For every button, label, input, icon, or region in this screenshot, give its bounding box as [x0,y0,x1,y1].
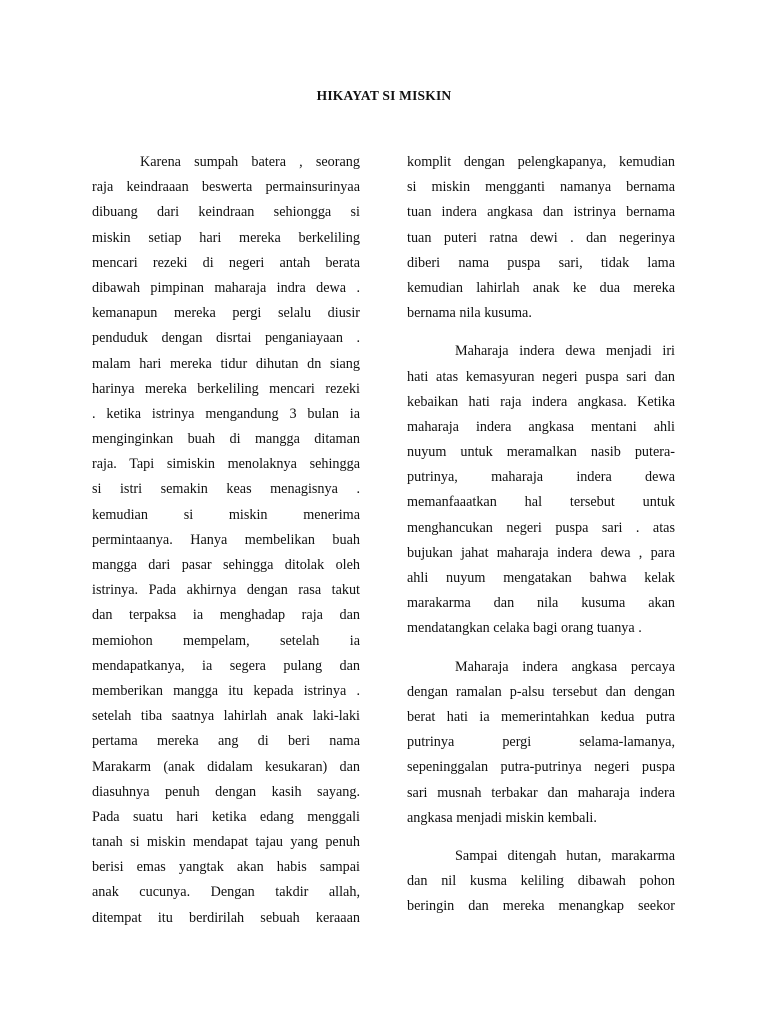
text-line: kebaikan hati raja indera angkasa. Ketika [407,393,675,410]
text-line: dengan ramalan p-alsu tersebut dan dengan [407,683,675,700]
text-line: mendapatkanya, ia segera pulang dan [92,657,360,674]
text-line: Karena sumpah batera , seorang [140,154,360,170]
text-line: menghancukan negeri puspa sari . atas [407,519,675,536]
text-line: kemudian si miskin menerima [92,506,360,523]
text-line: menginginkan buah di mangga ditaman [92,431,360,448]
text-line: kemudian lahirlah anak ke dua mereka [407,279,675,296]
text-line: permintaanya. Hanya membelikan buah [92,531,360,548]
text-line: . ketika istrinya mengandung 3 bulan ia [92,405,360,422]
text-line: raja. Tapi simiskin menolaknya sehingga [92,456,360,473]
text-line: tanah si miskin mendapat tajau yang penuh [92,834,360,851]
text-line: bujukan jahat maharaja indera dewa , para [407,544,675,561]
text-line: memiohon mempelam, setelah ia [92,632,360,649]
text-line: diberi nama puspa sari, tidak lama [407,254,675,271]
text-line: mangga dari pasar sehingga ditolak oleh [92,557,360,573]
right-column [407,150,675,919]
text-line: sepeninggalan putra-putrinya negeri puspa [407,759,675,776]
text-line: diasuhnya penuh dengan kasih sayang. [92,783,360,800]
text-line: Marakarm (anak didalam kesukaran) dan [92,758,360,775]
left-column [92,150,360,931]
text-line: tuan puteri ratna dewi . dan negerinya [407,229,675,246]
text-line: istrinya. Pada akhirnya dengan rasa takut [92,582,360,599]
text-line: putrinya, maharaja indera dewa [407,469,675,486]
text-line: Pada suatu hari ketika edang menggali [92,808,360,825]
text-line: dan nil kusma keliling dibawah pohon [407,873,675,890]
text-line: mencari rezeki di negeri antah berata [92,254,360,271]
paragraph [407,844,675,920]
text-line: memanfaaatkan hal tersebut untuk [407,494,675,511]
text-line: nuyum untuk meramalkan nasib putera- [407,444,675,461]
paragraph [407,655,675,831]
text-line: malam hari mereka tidur dihutan dn siang [92,355,360,372]
text-line: raja keindraaan beswerta permainsurinyaa [92,179,360,196]
text-line: tuan indera angkasa dan istrinya bernama [407,204,675,221]
text-line: angkasa menjadi miskin kembali. [407,809,597,826]
text-line: mendatangkan celaka bagi orang tuanya . [407,620,642,637]
page-title: HIKAYAT SI MISKIN [316,88,452,103]
text-line: ditempat itu berdirilah sebuah keraaan [92,909,360,926]
paragraph-gap [407,831,675,844]
text-line: berat hati ia memerintahkan kedua putra [407,708,675,725]
text-line: sari musnah terbakar dan maharaja indera [407,784,675,801]
text-line: kemanapun mereka pergi selalu diusir [92,305,360,322]
text-line: pertama mereka ang di beri nama [92,733,360,750]
text-line: anak cucunya. Dengan takdir allah, [92,884,360,901]
text-line: beringin dan mereka menangkap seekor [407,898,675,915]
paragraph [407,339,675,641]
text-line: Maharaja indera dewa menjadi iri [455,343,675,360]
text-line: si istri semakin keas menagisnya . [92,481,360,498]
text-line: Sampai ditengah hutan, marakarma [455,847,675,864]
text-line: dibawah pimpinan maharaja indra dewa . [92,279,360,296]
paragraph-gap [407,326,675,339]
text-line: Maharaja indera angkasa percaya [455,658,675,675]
text-line: berisi emas yangtak akan habis sampai [92,859,360,876]
paragraph-gap [407,642,675,655]
text-line: maharaja indera angkasa mentani ahli [407,418,675,435]
text-line: penduduk dengan disrtai penganiayaan . [92,330,360,347]
text-line: memberikan mangga itu kepada istrinya . [92,682,360,699]
text-line: putrinya pergi selama-lamanya, [407,734,675,751]
text-line: bernama nila kusuma. [407,305,532,322]
text-line: komplit dengan pelengkapanya, kemudian [407,154,675,170]
text-line: ahli nuyum mengatakan bahwa kelak [407,570,675,586]
text-line: harinya mereka berkeliling mencari rezeki [92,380,360,397]
text-line: si miskin mengganti namanya bernama [407,179,675,196]
paragraph [92,150,360,931]
paragraph [407,150,675,326]
text-line: marakarma dan nila kusuma akan [407,595,675,612]
text-line: miskin setiap hari mereka berkeliling [92,229,360,246]
text-line: dibuang dari keindraan sehiongga si [92,204,360,221]
text-line: setelah tiba saatnya lahirlah anak laki-laki [92,708,360,725]
text-line: hati atas kemasyuran negeri puspa sari dan [407,368,675,385]
text-line: dan terpaksa ia menghadap raja dan [92,607,360,624]
